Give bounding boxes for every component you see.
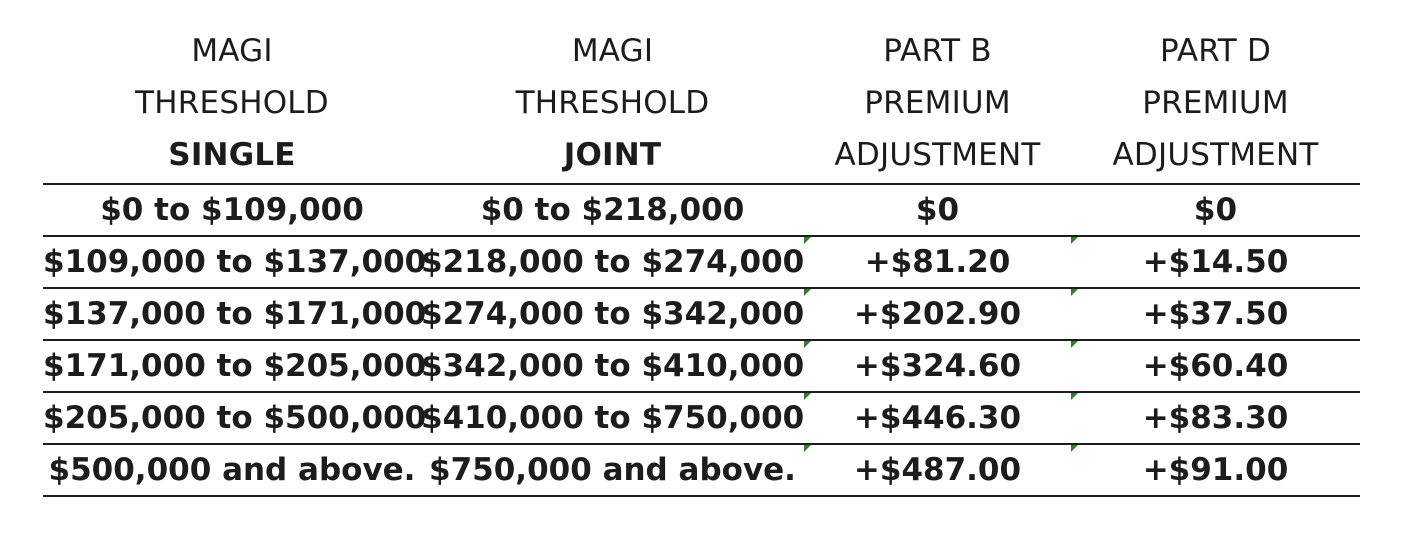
table-row: [43, 340, 1360, 392]
cell-value: +$487.00: [853, 452, 1022, 488]
table-header: [43, 25, 1360, 184]
table-body: [43, 184, 1360, 496]
number-as-text-flag-icon: [804, 289, 811, 296]
cell-joint: $274,000 to $342,000: [421, 288, 804, 340]
header-line: JOINT: [563, 137, 662, 173]
header-part-d: [1071, 25, 1360, 184]
number-as-text-flag-icon: [1071, 289, 1078, 296]
cell-joint: $410,000 to $750,000: [421, 392, 804, 444]
cell-joint: $218,000 to $274,000: [421, 236, 804, 288]
cell-value: +$60.40: [1142, 348, 1289, 384]
header-line: PART D: [1159, 33, 1272, 69]
table-row: [43, 444, 1360, 496]
cell-single: $137,000 to $171,000: [43, 288, 421, 340]
cell-part-b: $0: [804, 184, 1071, 236]
table-row: [43, 184, 1360, 236]
cell-single: $205,000 to $500,000: [43, 392, 421, 444]
cell-part-d: [1071, 340, 1360, 392]
number-as-text-flag-icon: [1071, 237, 1078, 244]
header-line: THRESHOLD: [515, 85, 710, 121]
cell-part-d: $0: [1071, 184, 1360, 236]
header-line: MAGI: [571, 33, 654, 69]
header-line: ADJUSTMENT: [834, 137, 1041, 173]
header-magi-joint: [421, 25, 804, 184]
premium-adjustment-table-container: [43, 25, 1360, 497]
header-line: PREMIUM: [864, 85, 1011, 121]
cell-part-d: [1071, 392, 1360, 444]
header-line: PART B: [883, 33, 992, 69]
cell-single: $109,000 to $137,000: [43, 236, 421, 288]
table-row: [43, 288, 1360, 340]
cell-joint: $0 to $218,000: [421, 184, 804, 236]
header-line: SINGLE: [168, 137, 296, 173]
number-as-text-flag-icon: [804, 445, 811, 452]
cell-part-d: [1071, 288, 1360, 340]
cell-part-b: [804, 392, 1071, 444]
cell-value: +$202.90: [853, 296, 1022, 332]
cell-part-d: [1071, 444, 1360, 496]
cell-value: +$446.30: [853, 400, 1022, 436]
cell-value: +$324.60: [853, 348, 1022, 384]
header-row: [43, 25, 1360, 184]
number-as-text-flag-icon: [804, 237, 811, 244]
number-as-text-flag-icon: [1071, 341, 1078, 348]
premium-adjustment-table: [43, 25, 1360, 497]
cell-value: +$83.30: [1142, 400, 1289, 436]
header-line: ADJUSTMENT: [1112, 137, 1319, 173]
number-as-text-flag-icon: [1071, 393, 1078, 400]
cell-part-b: [804, 444, 1071, 496]
cell-single: $171,000 to $205,000: [43, 340, 421, 392]
table-row: [43, 236, 1360, 288]
table-row: [43, 392, 1360, 444]
cell-value: +$14.50: [1142, 244, 1289, 280]
cell-single: $0 to $109,000: [43, 184, 421, 236]
header-line: THRESHOLD: [135, 85, 329, 121]
header-line: MAGI: [191, 33, 273, 69]
cell-part-b: [804, 288, 1071, 340]
number-as-text-flag-icon: [804, 393, 811, 400]
number-as-text-flag-icon: [1071, 445, 1078, 452]
cell-joint: $342,000 to $410,000: [421, 340, 804, 392]
cell-single: $500,000 and above.: [43, 444, 421, 496]
cell-value: +$37.50: [1142, 296, 1289, 332]
cell-value: +$81.20: [864, 244, 1011, 280]
cell-value: +$91.00: [1142, 452, 1289, 488]
cell-part-b: [804, 340, 1071, 392]
cell-part-b: [804, 236, 1071, 288]
header-magi-single: [43, 25, 421, 184]
header-part-b: [804, 25, 1071, 184]
cell-part-d: [1071, 236, 1360, 288]
cell-joint: $750,000 and above.: [421, 444, 804, 496]
header-line: PREMIUM: [1142, 85, 1289, 121]
number-as-text-flag-icon: [804, 341, 811, 348]
